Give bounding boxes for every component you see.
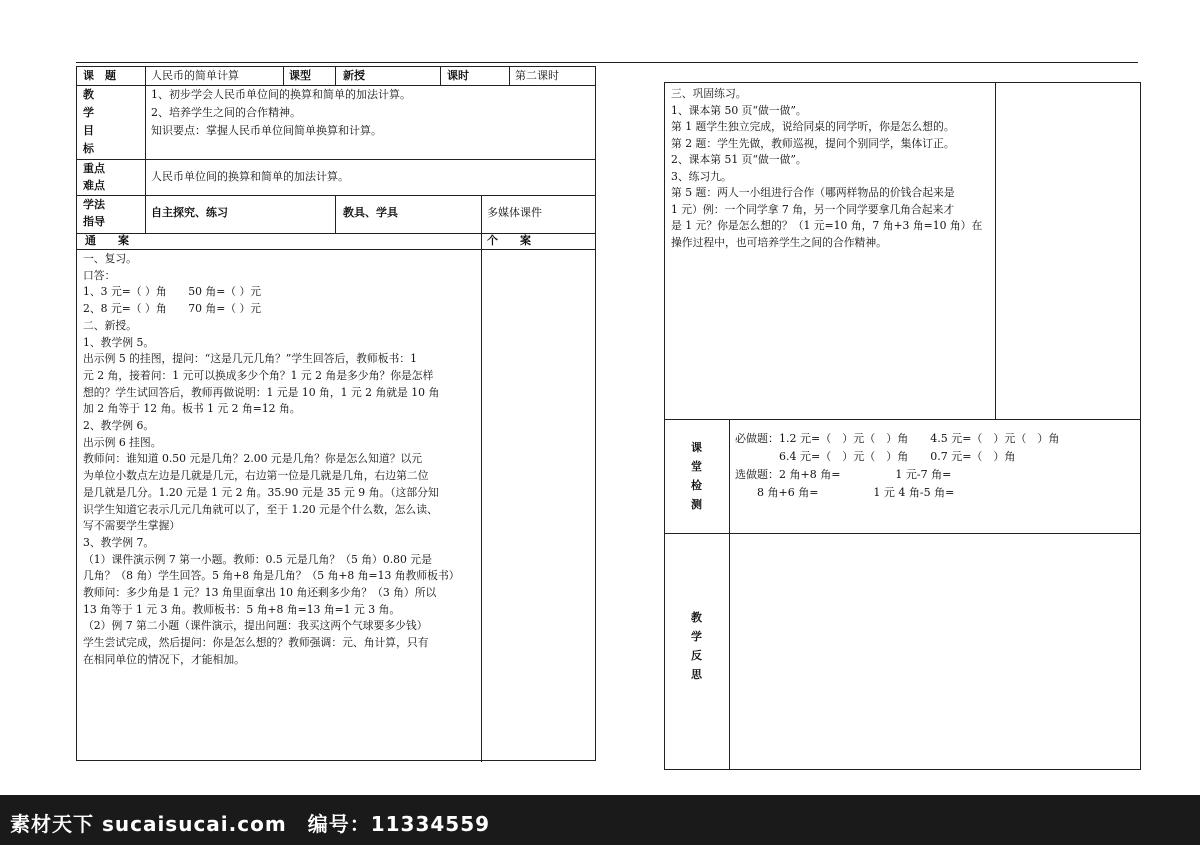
keypoints-label: 重点 难点 [83,162,105,192]
keypoints-text: 人民币单位间的换算和简单的加法计算。 [151,170,349,183]
topic-value: 人民币的简单计算 [151,69,239,82]
individual-plan-header: 个 案 [487,234,531,247]
teaching-reflection-label: 教 学 反 思 [691,611,702,681]
tools-label: 教具、学具 [343,206,398,219]
lesson-type-value: 新授 [343,69,365,82]
goals-label: 教 学 目 标 [83,88,94,155]
lesson-plan-table-left [76,66,596,761]
practice-section: 三、巩固练习。 1、课本第 50 页“做一做”。 第 1 题学生独立完成，说给同桌的同学听，你是怎么想的。 第 2 题：学生先做，教师巡视，提问个别同学，集体订正。 2、课本第 51 页“做一做”。 3、练习九。 第 5 题：两人一小组进行合作（哪两样物品的价钱合起来是 1 元）例：一个同学拿 7 角，另一个同学要拿几角合起来才 是 1 元？你是怎么想的？（1 元=10 角，7 角+3 角=10 角）在 操作过程中，也可培养学生之间的合作精神。 [671,87,983,249]
classroom-check-exercises: 必做题：1.2 元=（ ）元（ ）角 4.5 元=（ ）元（ ）角 6.4 元=（ ）元（ ）角 0.7 元=（ ）角 选做题：2 角+8 角= 1 元-7 角= 8 角+6 角= 1 元 4 角-5 角= [735,432,1060,499]
classroom-check-label: 课 堂 检 测 [691,441,702,511]
general-plan-body: 一、复习。 口答： 1、3 元=（ ）角 50 角=（ ）元 2、8 元=（ ）角 70 角=（ ）元 二、新授。 1、教学例 5。 出示例 5 的挂图，提问：“这是几元几角？”学生回答后，教师板书：1 元 2 角，接着问：1 元可以换成多少个角？1 元 2 角是多少角？你是怎样 想的？学生试回答后，教师再做说明：1 元是 10 角，1 元 2 角就是 10 角 加 2 角等于 12 角。板书 1 元 2 角=12 角。 2、教学例 6。 出示例 6 挂图。 教师问：谁知道 0.50 元是几角？2.00 元是几角？你是怎么知道？以元 为单位小数点左边是几就是几元，右边第一位是几就是几角，右边第二位 是几就是几分。1.20 元是 1 元 2 角。35.90 元是 35 元 9 角。（这部分知 识学生知道它表示几元几角就可以了，至于 1.20 元是个什么数，怎么读、 写不需要学生掌握） 3、教学例 7。 （1）课件演示例 7 第一小题。教师：0.5 元是几角？（5 角）0.80 元是 几角？（8 角）学生回答。5 角+8 角是几角？（5 角+8 角=13 角教师板书） 教师问：多少角是 1 元？13 角里面拿出 10 角还剩多少角？（3 角）所以 13 角等于 1 元 3 角。教师板书：5 角+8 角=13 角=1 元 3 角。 （2）例 7 第二小题（课件演示，提出问题：我买这两个气球要多少钱） 学生尝试完成，然后提问：你是怎么想的？教师强调：元、角计算，只有 在相同单位的情况下，才能相加。 [83,252,460,666]
period-label: 课时 [447,69,469,82]
watermark-text: 素材天下 sucaisucai.com 编号：11334559 [10,812,491,836]
goals-text: 1、初步学会人民币单位间的换算和简单的加法计算。 2、培养学生之间的合作精神。 知识要点：掌握人民币单位间简单换算和计算。 [151,88,411,137]
topic-label: 课 题 [83,69,116,82]
method-label: 学法 指导 [83,198,105,228]
method-value: 自主探究、练习 [151,206,228,219]
lesson-type-label: 课型 [289,69,311,82]
general-plan-header: 通 案 [85,234,129,247]
top-rule [76,62,1138,63]
tools-value: 多媒体课件 [487,206,542,219]
lesson-plan-table-right [664,82,1141,770]
period-value: 第二课时 [515,69,559,82]
